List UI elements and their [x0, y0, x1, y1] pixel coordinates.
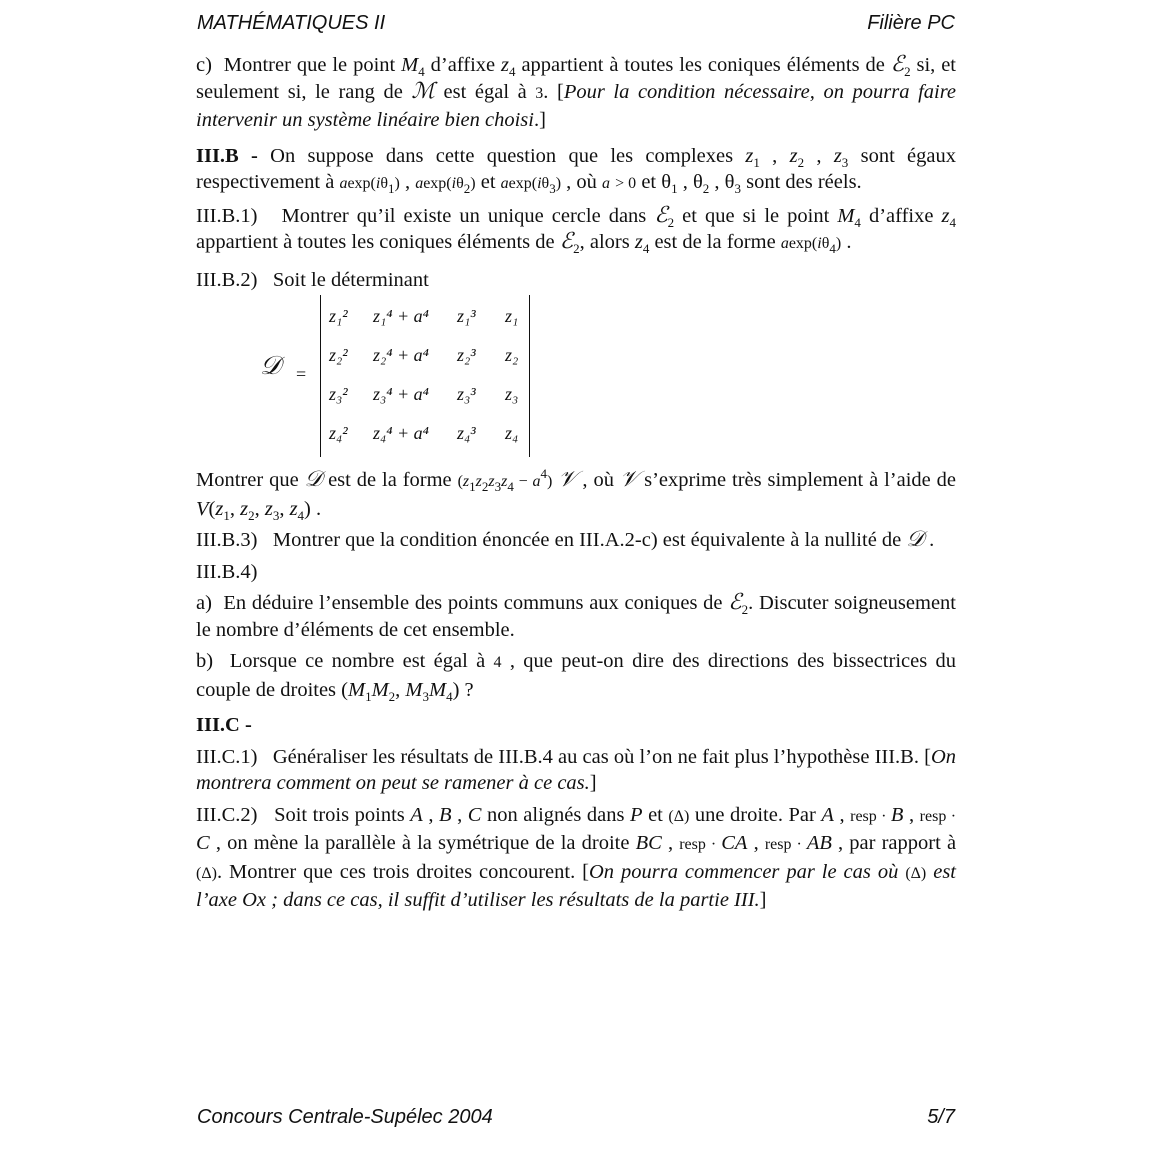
page-number: 5/7	[927, 1106, 955, 1128]
det-cell: z₁	[505, 306, 519, 326]
det-cell: z₁²	[329, 306, 348, 326]
det-cell: z₂³	[457, 345, 476, 365]
det-cell: z₃	[505, 384, 519, 404]
page-footer	[197, 1106, 955, 1129]
det-cell: z₂²	[329, 345, 348, 365]
question-III-B-4-b: b) Lorsque ce nombre est égal à 4 , que peut-on dire des directions des bissectrices du couple de droites ($M_1M_2$, $M_3M_4$) ?	[196, 650, 957, 704]
page-header	[197, 12, 955, 35]
document-body	[196, 52, 956, 914]
det-cell: z₁³	[457, 306, 476, 326]
question-III-B-4: III.B.4)	[196, 560, 258, 583]
det-cell: z₄²	[329, 423, 348, 443]
det-cell: z₃²	[329, 384, 348, 404]
paragraph-c: c) Montrer que le point $M_4$ d’affixe $z_4$ appartient à toutes les coniques éléments de ℰ$_2$ si, et seulement si, le rang de ℳ est égal à 3. [Pour la condition nécessaire, on pourra faire intervenir un système linéaire bien choisi.]	[196, 52, 957, 131]
det-cell: z₄⁴ + a⁴	[373, 423, 429, 443]
section-III-B: III.B - On suppose dans cette question que les complexes $z_1$ , $z_2$ , $z_3$ sont égaux respectivement à $aexp(i\theta_1)$ , $aexp(i\theta_2)$ et $aexp(i\theta_3)$ , où a > 0 et $\theta_1$ , $\theta_2$ , $\theta_3$ sont des réels.	[196, 144, 957, 197]
question-III-C-2: III.C.2) Soit trois points A , B , C non alignés dans P et (Δ) une droite. Par A , resp · B , resp · C , on mène la parallèle à la symétrique de la droite BC , resp · CA , resp · AB , par rapport à (Δ). Montrer que ces trois droites concourent. [On pourra commencer par le cas où (Δ) est l’axe Ox ; dans ce cas, il suffit d’utiliser les résultats de la partie III.]	[196, 803, 957, 911]
det-cell: z₃³	[457, 384, 476, 404]
det-cell: z₄³	[457, 423, 476, 443]
det-cell: z₂⁴ + a⁴	[373, 345, 429, 365]
section-III-C: III.C -	[196, 714, 252, 736]
determinant	[196, 295, 956, 467]
determinant-symbol: 𝒟	[260, 351, 281, 381]
question-III-B-2: III.B.2) Soit le déterminant	[196, 268, 429, 291]
det-cell: z₃⁴ + a⁴	[373, 384, 429, 404]
det-cell: z₂	[505, 345, 519, 365]
paragraph-det-form: Montrer que 𝒟 est de la forme $(z_1z_2z_3z_4 - a^4)$ 𝒱 , où 𝒱 s’exprime très simplement à l’aide de $V(z_1$, $z_2$, $z_3$, $z_4$) .	[196, 466, 956, 523]
header-track: Filière PC	[867, 12, 955, 34]
footer-contest: Concours Centrale-Supélec 2004	[197, 1106, 493, 1128]
equals-sign: =	[296, 364, 307, 384]
det-cell: z₁⁴ + a⁴	[373, 306, 429, 326]
question-III-C-1: III.C.1) Généraliser les résultats de III.B.4 au cas où l’on ne fait plus l’hypothèse III.B. [On montrera comment on peut se ramener à ce cas.]	[196, 745, 956, 794]
question-III-B-4-a: a) En déduire l’ensemble des points communs aux coniques de ℰ$_2$. Discuter soigneusement le nombre d’éléments de cet ensemble.	[196, 590, 956, 641]
header-subject: MATHÉMATIQUES II	[197, 12, 386, 34]
question-III-B-3: III.B.3) Montrer que la condition énoncée en III.A.2-c) est équivalente à la nullité de 𝒟 .	[196, 527, 935, 552]
det-cell: z₄	[505, 423, 519, 443]
question-III-B-1: III.B.1) Montrer qu’il existe un unique cercle dans ℰ$_2$ et que si le point $M_4$ d’affixe $z_4$ appartient à toutes les coniques éléments de ℰ$_2$, alors $z_4$ est de la forme $aexp(i\theta_4)$ .	[196, 202, 956, 257]
determinant-matrix	[320, 295, 530, 457]
